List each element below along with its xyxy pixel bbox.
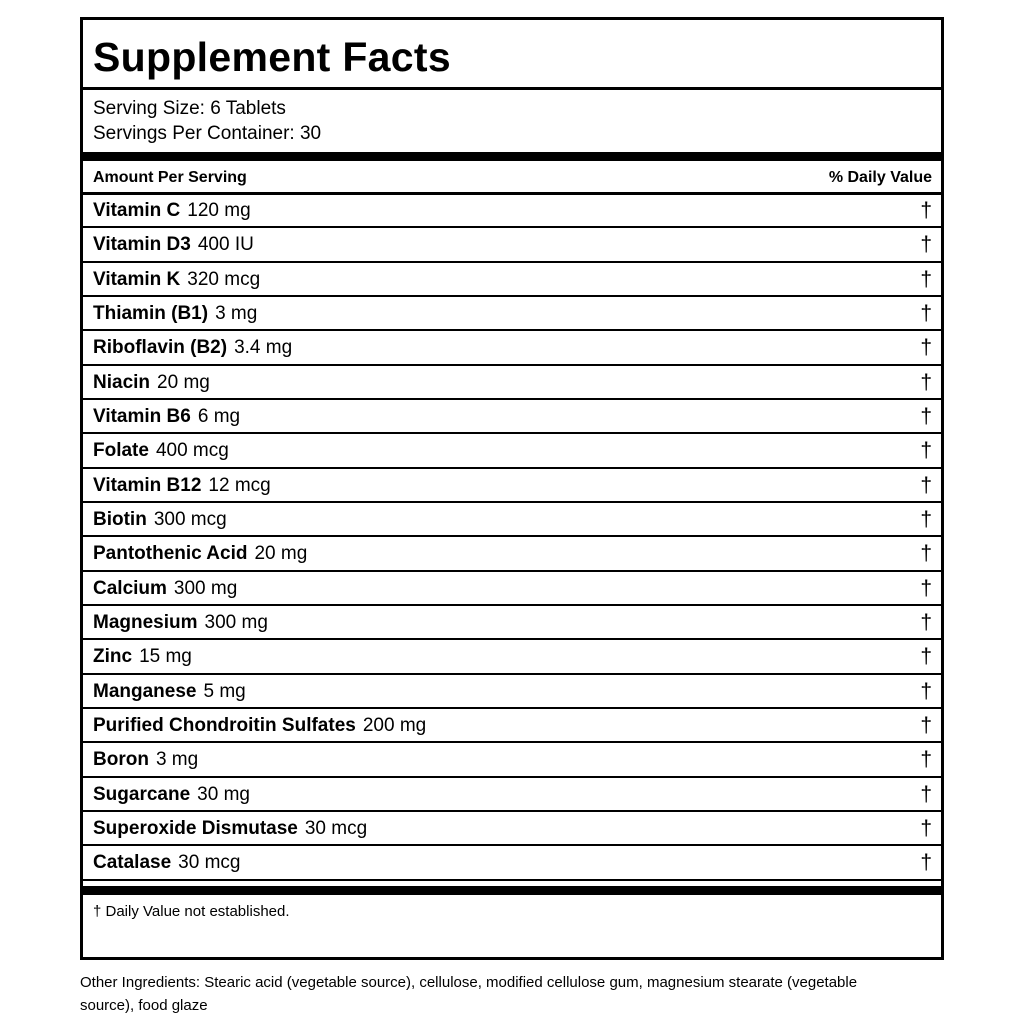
daily-value-dagger: † <box>920 679 932 703</box>
nutrient-amount: 6 mg <box>197 405 241 427</box>
nutrient-amount: 300 mcg <box>153 508 227 530</box>
nutrient-name: Vitamin C <box>93 200 181 221</box>
nutrient-name: Purified Chondroitin Sulfates <box>93 714 356 736</box>
nutrient-amount: 3 mg <box>215 302 258 324</box>
daily-value-dagger: † <box>920 267 932 291</box>
nutrient-row <box>83 434 941 468</box>
nutrient-row <box>83 400 941 434</box>
daily-value-dagger: † <box>920 610 932 634</box>
nutrient-name: Magnesium <box>93 611 198 633</box>
nutrient-amount: 30 mg <box>197 783 250 805</box>
nutrient-row <box>83 675 941 709</box>
daily-value-dagger: † <box>920 199 932 222</box>
panel-title: Supplement Facts <box>93 34 451 80</box>
daily-value-dagger: † <box>920 370 932 394</box>
nutrient-row <box>83 194 941 228</box>
daily-value-dagger: † <box>920 507 932 531</box>
daily-value-dagger: † <box>920 233 932 257</box>
daily-value-dagger: † <box>920 816 932 840</box>
divider-bar-bottom <box>83 886 941 895</box>
nutrient-amount: 320 mcg <box>187 268 261 290</box>
nutrient-name: Vitamin B12 <box>93 474 202 496</box>
daily-value-dagger: † <box>920 782 932 806</box>
nutrient-amount: 12 mcg <box>208 474 271 496</box>
nutrient-name: Thiamin (B1) <box>93 302 209 324</box>
nutrient-row <box>83 778 941 812</box>
nutrient-row <box>83 537 941 571</box>
daily-value-dagger: † <box>920 404 932 428</box>
daily-value-dagger: † <box>920 748 932 772</box>
nutrient-name: Sugarcane <box>93 783 191 805</box>
servings-per-container: Servings Per Container: 30 <box>93 123 322 144</box>
daily-value-dagger: † <box>920 542 932 566</box>
nutrient-row <box>83 469 941 503</box>
nutrient-amount: 3 mg <box>155 749 199 771</box>
daily-value-dagger: † <box>920 576 932 600</box>
nutrient-row <box>83 228 941 262</box>
supplement-facts-panel <box>80 17 944 960</box>
nutrient-amount: 15 mg <box>139 646 192 668</box>
daily-value-dagger: † <box>920 851 932 875</box>
nutrient-amount: 400 mcg <box>155 440 229 462</box>
nutrient-amount: 400 IU <box>197 234 254 256</box>
nutrient-row <box>83 503 941 537</box>
serving-info <box>83 90 941 152</box>
nutrient-name: Vitamin K <box>93 268 181 290</box>
nutrient-name: Manganese <box>93 680 197 702</box>
nutrient-amount: 30 mcg <box>304 817 368 839</box>
serving-size: Serving Size: 6 Tablets <box>93 98 286 119</box>
nutrient-row <box>83 366 941 400</box>
nutrient-amount: 200 mg <box>362 714 427 736</box>
nutrient-amount: 30 mcg <box>178 852 241 874</box>
nutrient-list <box>83 194 941 881</box>
nutrient-name: Zinc <box>93 646 133 668</box>
nutrient-amount: 20 mg <box>157 371 210 393</box>
title-block <box>83 20 941 90</box>
nutrient-name: Vitamin B6 <box>93 405 191 427</box>
nutrient-amount: 300 mg <box>204 611 268 633</box>
nutrient-row <box>83 846 941 880</box>
nutrient-name: Vitamin D3 <box>93 234 191 256</box>
daily-value-dagger: † <box>920 473 932 497</box>
nutrient-amount: 300 mg <box>173 577 238 599</box>
nutrient-name: Boron <box>93 749 149 771</box>
daily-value-dagger: † <box>920 645 932 669</box>
nutrient-name: Pantothenic Acid <box>93 543 248 565</box>
amount-per-serving-header: Amount Per Serving <box>93 169 247 186</box>
column-header-row <box>83 161 941 195</box>
nutrient-amount: 3.4 mg <box>234 337 293 359</box>
divider-bar-top <box>83 152 941 161</box>
nutrient-row <box>83 709 941 743</box>
daily-value-dagger: † <box>920 439 932 463</box>
nutrient-amount: 5 mg <box>203 680 246 702</box>
daily-value-dagger: † <box>920 713 932 737</box>
nutrient-row <box>83 743 941 777</box>
nutrient-row <box>83 606 941 640</box>
other-ingredients: Other Ingredients: Stearic acid (vegetable source), cellulose, modified cellulose gum, magnesium stearate (vegetable source), food glaze <box>80 974 858 1014</box>
daily-value-header: % Daily Value <box>828 169 932 186</box>
nutrient-row <box>83 263 941 297</box>
nutrient-row <box>83 572 941 606</box>
nutrient-name: Catalase <box>93 852 172 874</box>
nutrient-name: Riboflavin (B2) <box>93 337 228 359</box>
daily-value-footnote: † Daily Value not established. <box>93 903 290 920</box>
nutrient-amount: 20 mg <box>254 543 308 565</box>
nutrient-row <box>83 640 941 674</box>
nutrient-row <box>83 812 941 846</box>
daily-value-dagger: † <box>920 336 932 360</box>
nutrient-row <box>83 331 941 365</box>
nutrient-name: Niacin <box>93 371 151 393</box>
nutrient-name: Calcium <box>93 577 167 599</box>
nutrient-row <box>83 297 941 331</box>
nutrient-name: Superoxide Dismutase <box>93 817 298 839</box>
nutrient-amount: 120 mg <box>187 200 251 221</box>
daily-value-dagger: † <box>920 301 932 325</box>
nutrient-name: Biotin <box>93 508 147 530</box>
nutrient-name: Folate <box>93 440 149 462</box>
